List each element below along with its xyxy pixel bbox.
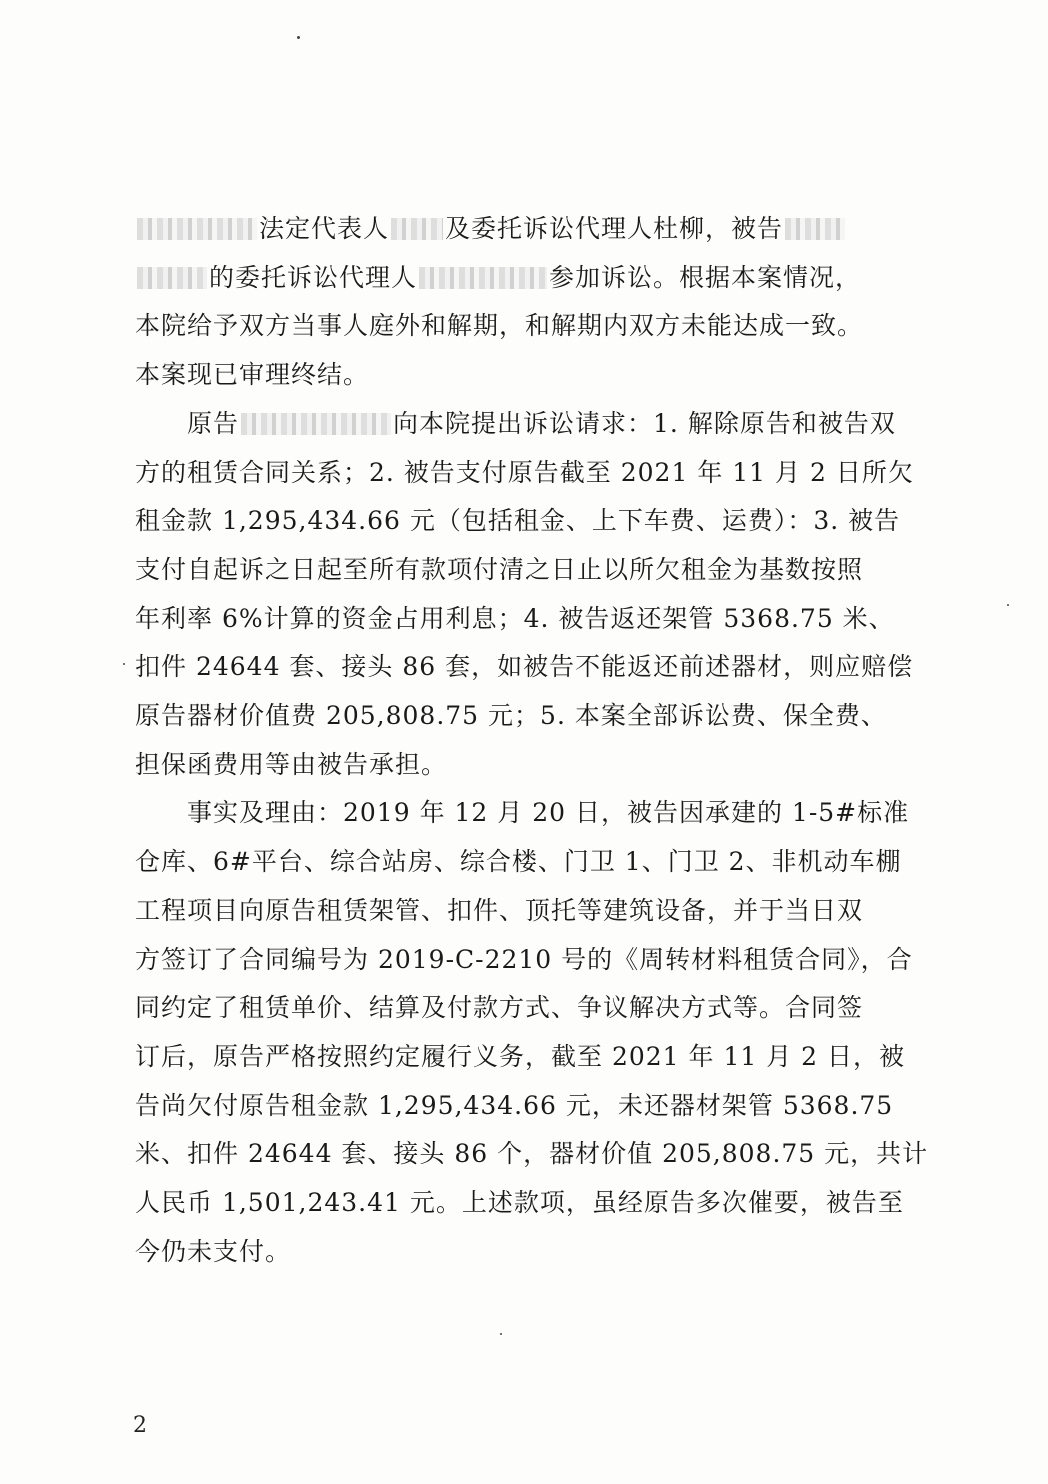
page-number: 2 xyxy=(133,1413,147,1438)
text-line: 订后，原告严格按照约定履行义务，截至 2021 年 11 月 2 日，被 xyxy=(135,1041,906,1071)
document-body xyxy=(135,205,929,1276)
text-line: 人民币 1,501,243.41 元。上述款项，虽经原告多次催要，被告至 xyxy=(135,1188,904,1218)
text-line: 本案现已审理终结。 xyxy=(135,360,370,390)
text-line: 告尚欠付原告租金款 1,295,434.66 元，未还器材架管 5368.75 xyxy=(135,1090,894,1120)
redacted-name xyxy=(785,218,845,240)
scan-speck xyxy=(1007,604,1009,606)
paragraph-claims xyxy=(135,400,915,790)
scan-speck xyxy=(500,1333,502,1335)
redacted-name xyxy=(419,267,547,289)
text-line: 原告器材价值费 205,808.75 元；5. 本案全部诉讼费、保全费、 xyxy=(135,701,887,731)
scan-speck xyxy=(123,663,125,665)
text-line: 租金款 1,295,434.66 元（包括租金、上下车费、运费）：3. 被告 xyxy=(135,506,901,536)
text-line: 事实及理由：2019 年 12 月 20 日，被告因承建的 1-5#标准 xyxy=(187,798,910,828)
text-line: 方签订了合同编号为 2019-C-2210 号的《周转材料租赁合同》，合 xyxy=(135,944,913,974)
text-line: 法定代表人 及委托诉讼代理人杜柳，被告 xyxy=(135,205,915,254)
text-line: 工程项目向原告租赁架管、扣件、顶托等建筑设备，并于当日双 xyxy=(135,895,864,925)
text-line: 年利率 6%计算的资金占用利息；4. 被告返还架管 5368.75 米、 xyxy=(135,603,895,633)
scan-speck xyxy=(297,36,300,39)
text-line: 同约定了租赁单价、结算及付款方式、争议解决方式等。合同签 xyxy=(135,993,864,1023)
redacted-name xyxy=(137,218,257,240)
redacted-name xyxy=(241,413,391,435)
redacted-name xyxy=(137,267,207,289)
text-line: 支付自起诉之日起至所有款项付清之日止以所欠租金为基数按照 xyxy=(135,554,864,584)
text-line: 米、扣件 24644 套、接头 86 个，器材价值 205,808.75 元，共计 xyxy=(135,1139,929,1169)
text-line: 今仍未支付。 xyxy=(135,1236,292,1266)
text-line: 本院给予双方当事人庭外和解期，和解期内双方未能达成一致。 xyxy=(135,311,864,341)
redacted-name xyxy=(391,218,443,240)
text-line: 原告 向本院提出诉讼请求：1. 解除原告和被告双 xyxy=(187,408,896,438)
text-line: 方的租赁合同关系；2. 被告支付原告截至 2021 年 11 月 2 日所欠 xyxy=(135,457,914,487)
paragraph-parties xyxy=(135,205,915,400)
paragraph-facts xyxy=(135,789,929,1276)
text-line: 的委托诉讼代理人 参加诉讼。根据本案情况， xyxy=(135,254,915,303)
text-line: 担保函费用等由被告承担。 xyxy=(135,749,448,779)
text-line: 扣件 24644 套、接头 86 套，如被告不能返还前述器材，则应赔偿 xyxy=(135,652,914,682)
text-line: 仓库、6#平台、综合站房、综合楼、门卫 1、门卫 2、非机动车棚 xyxy=(135,847,902,877)
